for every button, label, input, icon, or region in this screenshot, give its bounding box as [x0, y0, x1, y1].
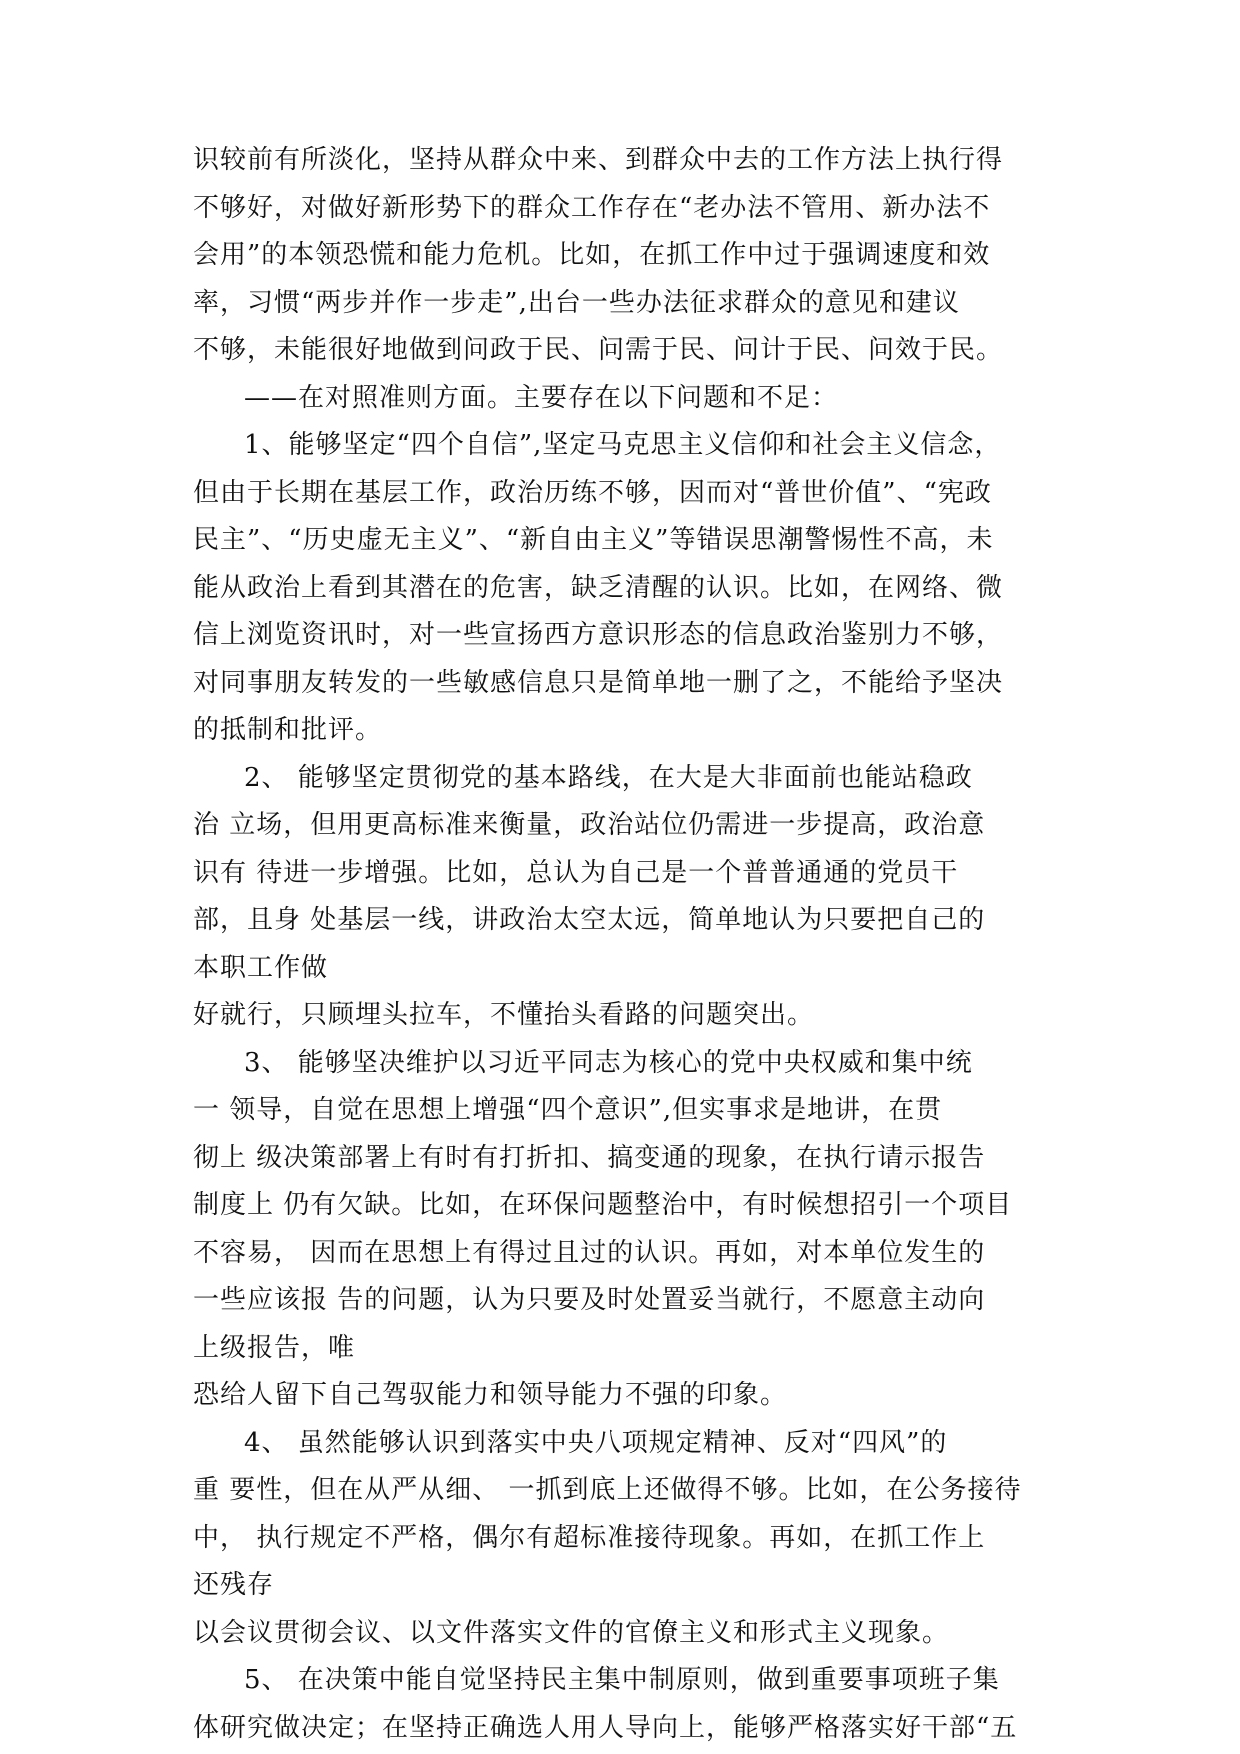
text-line: 还残存 — [193, 1570, 275, 1600]
text-line: 会用”的本领恐慌和能力危机。比如，在抓工作中过于强调速度和效 — [193, 240, 991, 270]
text-line: 中， 执行规定不严格，偶尔有超标准接待现象。再如，在抓工作上 — [193, 1522, 986, 1553]
text-line: 本职工作做 — [193, 952, 329, 983]
text-line: 的抵制和批评。 — [193, 715, 383, 745]
text-line: 识有 待进一步增强。比如，总认为自己是一个普普通通的党员干 — [193, 857, 959, 888]
text-line: 能从政治上看到其潜在的危害，缺乏清醒的认识。比如，在网络、微 — [193, 572, 1004, 603]
text-line: 上级报告，唯 — [193, 1332, 356, 1363]
text-line: 好就行，只顾埋头拉车，不懂抬头看路的问题突出。 — [193, 1000, 815, 1030]
text-line: 率，习惯“两步并作一步走”,出台一些办法征求群众的意见和建议 — [193, 287, 960, 318]
text-line: 以会议贯彻会议、以文件落实文件的官僚主义和形式主义现象。 — [193, 1617, 950, 1648]
text-line: 3、 能够坚决维护以习近平同志为核心的党中央权威和集中统 — [244, 1047, 973, 1078]
text-line: 治 立场，但用更高标准来衡量，政治站位仍需进一步提高，政治意 — [193, 810, 986, 840]
text-line: 识较前有所淡化，坚持从群众中来、到群众中去的工作方法上执行得 — [193, 145, 1004, 175]
text-line: 部，且身 处基层一线，讲政治太空太远，简单地认为只要把自己的 — [193, 905, 986, 935]
text-line: 一 领导，自觉在思想上增强“四个意识”,但实事求是地讲，在贯 — [193, 1095, 943, 1125]
text-line: 4、 虽然能够认识到落实中央八项规定精神、反对“四风”的 — [244, 1427, 948, 1458]
text-line: 2、 能够坚定贯彻党的基本路线，在大是大非面前也能站稳政 — [244, 762, 973, 793]
text-line: 对同事朋友转发的一些敏感信息只是简单地一删了之，不能给予坚决 — [193, 667, 1004, 698]
text-line: 重 要性，但在从严从细、 一抓到底上还做得不够。比如，在公务接待 — [193, 1475, 1022, 1505]
text-line: 一些应该报 告的问题，认为只要及时处置妥当就行，不愿意主动向 — [193, 1285, 986, 1315]
text-line: 不够，未能很好地做到问政于民、问需于民、问计于民、问效于民。 — [193, 335, 1004, 365]
text-line: 制度上 仍有欠缺。比如，在环保问题整治中，有时候想招引一个项目 — [193, 1190, 1013, 1220]
text-line: 1、能够坚定“四个自信”,坚定马克思主义信仰和社会主义信念， — [244, 430, 1002, 460]
text-line: 5、 在决策中能自觉坚持民主集中制原则，做到重要事项班子集 — [244, 1665, 1000, 1695]
text-line: 不够好，对做好新形势下的群众工作存在“老办法不管用、新办法不 — [193, 192, 991, 223]
text-line: 民主”、“历史虚无主义”、“新自由主义”等错误思潮警惕性不高，未 — [193, 525, 994, 555]
text-line: 但由于长期在基层工作，政治历练不够，因而对“普世价值”、“宪政 — [193, 477, 992, 508]
text-line: 体研究做决定；在坚持正确选人用人导向上，能够严格落实好干部“五 — [193, 1712, 1018, 1743]
text-line: 彻上 级决策部署上有时有打折扣、搞变通的现象，在执行请示报告 — [193, 1142, 986, 1173]
text-line: 信上浏览资讯时，对一些宣扬西方意识形态的信息政治鉴别力不够， — [193, 620, 1004, 650]
text-line: 恐给人留下自己驾驭能力和领导能力不强的印象。 — [193, 1380, 788, 1410]
text-line: 不容易， 因而在思想上有得过且过的认识。再如，对本单位发生的 — [193, 1237, 986, 1268]
text-line: ——在对照准则方面。主要存在以下问题和不足： — [244, 382, 839, 413]
